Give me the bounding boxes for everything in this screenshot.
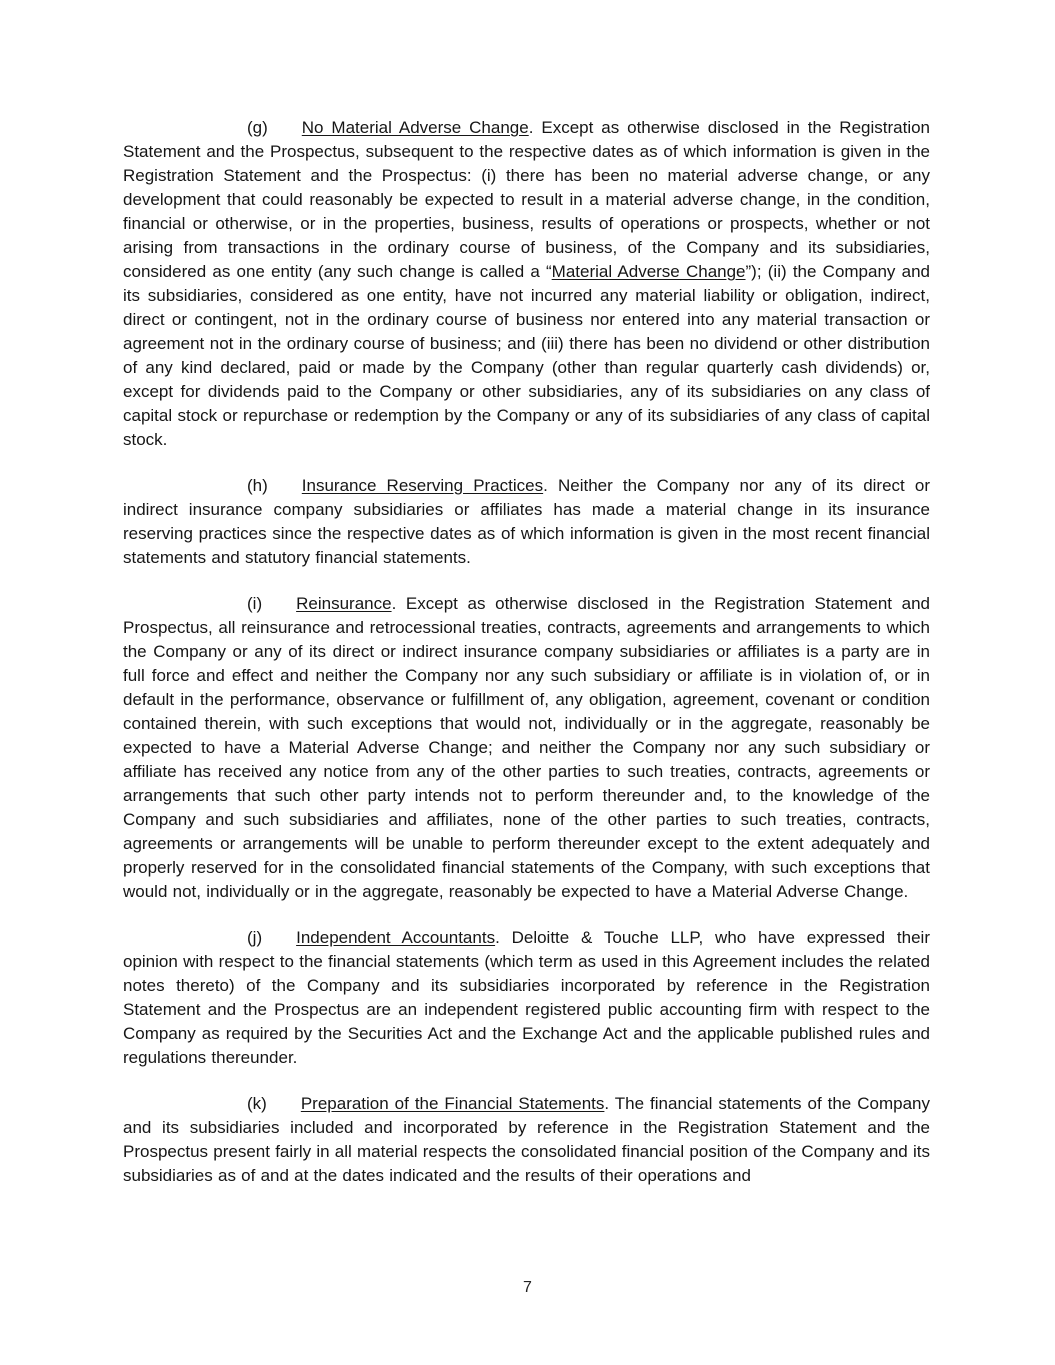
clause-i: [123, 592, 930, 904]
clause-label: (g): [247, 118, 268, 137]
clause-heading: Reinsurance: [296, 594, 392, 613]
clause-heading: Independent Accountants: [296, 928, 496, 947]
clause-g: [123, 116, 930, 452]
clause-j: [123, 926, 930, 1070]
clause-body: . Except as otherwise disclosed in the Registration Statement and the Prospectus, subsequent to the respective dates as of which information is given in the Registration Statement and the Prospectus: (i) there has been no material adverse change, or any development that could reasonably be expected to result in a material adverse change, in the condition, financial or otherwise, or in the properties, business, results of operations or prospects, whether or not arising from transactions in the ordinary course of business, of the Company and its subsidiaries, considered as one entity (any such change is called a “: [123, 118, 930, 281]
clause-body: . The financial statements of the Company and its subsidiaries included and incorporated by reference in the Registration Statement and the Prospectus present fairly in all material respects the consolidated financial position of the Company and its subsidiaries as of and at the dates indicated and the results of their operations and: [123, 1094, 930, 1185]
page-number: 7: [523, 1279, 532, 1296]
clause-h: [123, 474, 930, 570]
clause-label: (j): [247, 928, 263, 947]
clause-label: (h): [247, 476, 268, 495]
clause-heading: Preparation of the Financial Statements: [300, 1094, 605, 1113]
clause-body: . Except as otherwise disclosed in the Registration Statement and Prospectus, all reinsurance and retrocessional treaties, contracts, agreements and arrangements to which the Company or any of its direct or indirect insurance company subsidiaries or affiliates is a party are in full force and effect and neither the Company nor any such subsidiary or affiliate is in violation of, or in default in the performance, observance or fulfillment of, any obligation, agreement, covenant or condition contained therein, with such exceptions that would not, individually or in the aggregate, reasonably be expected to have a Material Adverse Change; and neither the Company nor any such subsidiary or affiliate has received any notice from any of the other parties to such treaties, contracts, agreements or arrangements that such other party intends not to perform thereunder and, to the knowledge of the Company and such subsidiaries and affiliates, none of the other parties to such treaties, contracts, agreements or arrangements will be unable to perform thereunder except to the extent adequately and properly reserved for in the consolidated financial statements of the Company, with such exceptions that would not, individually or in the aggregate, reasonably be expected to have a Material Adverse Change.: [123, 594, 930, 901]
clause-label: (i): [247, 594, 263, 613]
clause-heading: No Material Adverse Change: [301, 118, 529, 137]
defined-term: Material Adverse Change: [551, 262, 746, 281]
clause-body: . Deloitte & Touche LLP, who have expressed their opinion with respect to the financial statements (which term as used in this Agreement includes the related notes thereto) of the Company and its subsidiaries incorporated by reference in the Registration Statement and the Prospectus are an independent registered public accounting firm with respect to the Company as required by the Securities Act and the Exchange Act and the applicable published rules and regulations thereunder.: [123, 928, 930, 1067]
clause-label: (k): [247, 1094, 267, 1113]
clause-body: . Neither the Company nor any of its direct or indirect insurance company subsidiaries or affiliates has made a material change in its insurance reserving practices since the respective dates as of which information is given in the most recent financial statements and statutory financial statements.: [123, 476, 931, 567]
clause-k: [123, 1092, 930, 1188]
clause-body: ”); (ii) the Company and its subsidiaries, considered as one entity, have not incurred any material liability or obligation, indirect, direct or contingent, not in the ordinary course of business nor entered into any material transaction or agreement not in the ordinary course of business; and (iii) there has been no dividend or other distribution of any kind declared, paid or made by the Company (other than regular quarterly cash dividends) or, except for dividends paid to the Company or other subsidiaries, any of its subsidiaries on any class of capital stock or repurchase or redemption by the Company or any of its subsidiaries of any class of capital stock.: [123, 262, 930, 449]
clause-heading: Insurance Reserving Practices: [301, 476, 544, 495]
